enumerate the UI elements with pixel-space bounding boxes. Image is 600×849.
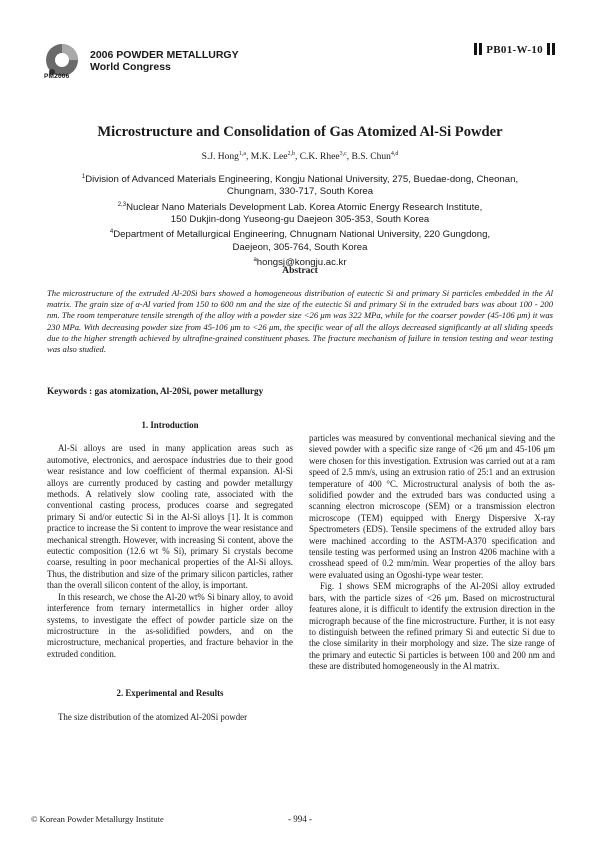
author-mark: 3,c	[339, 151, 347, 157]
page-number: - 994 -	[288, 814, 312, 824]
author-mark: 1,a	[238, 151, 247, 157]
left-column	[47, 420, 293, 723]
code-bar-icon	[474, 43, 477, 55]
affiliation-line: Chungnam, 330-717, South Korea	[226, 186, 374, 198]
right-column	[309, 433, 555, 673]
affiliation-line: Daejeon, 305-764, South Korea	[232, 241, 368, 253]
body-paragraph: The size distribution of the atomized Al-20Si powder	[58, 711, 248, 722]
paper-title: Microstructure and Consolidation of Gas Atomized Al-Si Powder	[97, 124, 503, 140]
code-bar-icon	[552, 43, 555, 55]
paper-code	[473, 43, 556, 56]
footer-copyright: © Korean Powder Metallurgy Institute	[31, 814, 164, 824]
section-heading-experimental: 2. Experimental and Results	[116, 688, 224, 699]
affiliation	[40, 226, 560, 241]
affiliation-mark: 4	[109, 229, 114, 236]
author-name: S.J. Hong	[201, 152, 239, 163]
affiliation-mark: 1	[81, 174, 86, 180]
author-mark: 4,d	[390, 151, 399, 157]
affiliation-line: 150 Dukjin-dong Yuseong-gu Daejeon 305-353, South Korea	[170, 213, 430, 225]
affiliation	[40, 171, 560, 186]
affiliation-line: Division of Advanced Materials Engineering, Kongju National University, 275, Buedae-dong, Cheonan,	[85, 174, 519, 186]
affiliations	[40, 171, 560, 269]
email-text[interactable]: hongsj@kongju.ac.kr	[256, 256, 347, 268]
keywords: Keywords : gas atomization, Al-20Si, power metallurgy	[47, 386, 264, 396]
author-name: M.K. Lee	[250, 152, 288, 163]
code-bar-icon	[547, 43, 550, 55]
body-paragraph: Al-Si alloys are used in many application areas such as automotive, electronics, and aerospace industries due to their good wear resistance and low coefficient of thermal expansion. Al-Si alloys are currently produced by casting and powder metallurgy methods. A relatively slow cooling rate, associated with the conventional casting process, produces coarse and segregated primary Si and/or eutectic Si in the Al-Si alloys [1]. It is common practice to increase the Si content to improve the wear resistance and mechanical strength. However, with increasing Si content, above the eutectic composition (12.6 wt % Si), primary Si crystals become coarse, resulting in poor mechanical properties of the Al-Si alloys. Thus, the distribution and size of the primary silicon particles, rather than the overall silicon content of the alloy, is important.	[47, 443, 293, 591]
author-name: B.S. Chun	[351, 152, 391, 163]
email-mark: a	[253, 256, 257, 263]
paper-code-text: PB01-W-10	[486, 44, 543, 56]
body-paragraph: In this research, we chose the Al-20 wt% Si binary alloy, to avoid interference from ternary intermetallics in higher order alloy systems, to investigate the effect of powder particle size on the microstructure in the as-solidified powders, and on the microstructure, mechanical properties, and fracture behavior in the extruded condition.	[47, 591, 293, 659]
author-mark: 2,b	[287, 151, 295, 157]
code-bar-icon	[479, 43, 482, 55]
affiliation-mark: 2,3	[117, 201, 127, 208]
affiliation-line: Nuclear Nano Materials Development Lab. Korea Atomic Energy Research Institute,	[126, 201, 483, 213]
body-paragraph: particles was measured by conventional mechanical sieving and the sieved powder with a specific size range of <26 μm and 45-106 μm were chosen for this investigation. Extrusion was carried out at a ram speed of 2.5 mm/s, using an extrusion ratio of 25:1 and an extrusion temperature of 400 °C. Microstructural analysis of both the as-solidified powder and the extruded bars was conducted using a scanning electron microscope (SEM) or a transmission electron microscope (TEM) equipped with Energy Dispersive X-ray Spectrometers (EDS). Tensile specimens of the extruded alloy bars were machined according to the ASTM-A370 specification and tensile testing was performed using an Instron 4206 machine with a crosshead speed of 0.2 mm/min. Wear properties of the alloy bars were evaluated using an Ogoshi-type wear tester.	[309, 433, 555, 580]
section-heading-introduction: 1. Introduction	[141, 420, 199, 430]
affiliation	[40, 199, 560, 214]
affiliation-line: Department of Metallurgical Engineering, Chnugnam National University, 220 Gungdong,	[113, 229, 491, 241]
author-name: C.K. Rhee	[299, 152, 340, 163]
body-paragraph: Fig. 1 shows SEM micrographs of the Al-20Si alloy extruded bars, with the particle sizes of <26 μm. Based on microstructural features alone, it is difficult to identify the extrusion direction in the micrograph because of the fine microstructure. Further, it is not easy to distinguish between the refined primary Si and eutectic Si due to the close similarity in their morphology and size. The size range of the primary and eutectic Si particles is between 100 and 200 nm and these are distributed homogeneously in the Al matrix.	[309, 581, 555, 672]
abstract-heading: Abstract	[282, 265, 318, 276]
conference-line-1: 2006 POWDER METALLURGY	[90, 49, 239, 61]
conference-name	[90, 49, 239, 73]
logo-caption: PM2006	[44, 73, 70, 80]
conference-line-2: World Congress	[90, 61, 171, 73]
author-list: S.J. Hong$^{1,a}$, M.K. Lee$^{2,b}$, C.K. Rhee$^{3,c}$, B.S. Chun$^{4,d}$	[201, 151, 399, 163]
abstract-text: The microstructure of the extruded Al-20Si bars showed a homogeneous distribution of eutectic Si and primary Si particles embedded in the Al matrix. The grain size of α-Al varied from 150 to 600 nm and the size of the eutectic Si and primary Si in the extruded bars was about 100 - 200 nm. The room temperature tensile strength of the alloy with a powder size <26 μm was 322 MPa, while for the coarser powder (45-106 μm) it was 230 MPa. With decreasing powder size from 45-106 μm to <26 μm, the specific wear of all the alloys decreased significantly at all sliding speeds due to the higher strength achieved by ultrafine-grained constituent phases. The fracture mechanism of failure in tension testing and wear testing was also studied.	[47, 288, 553, 355]
